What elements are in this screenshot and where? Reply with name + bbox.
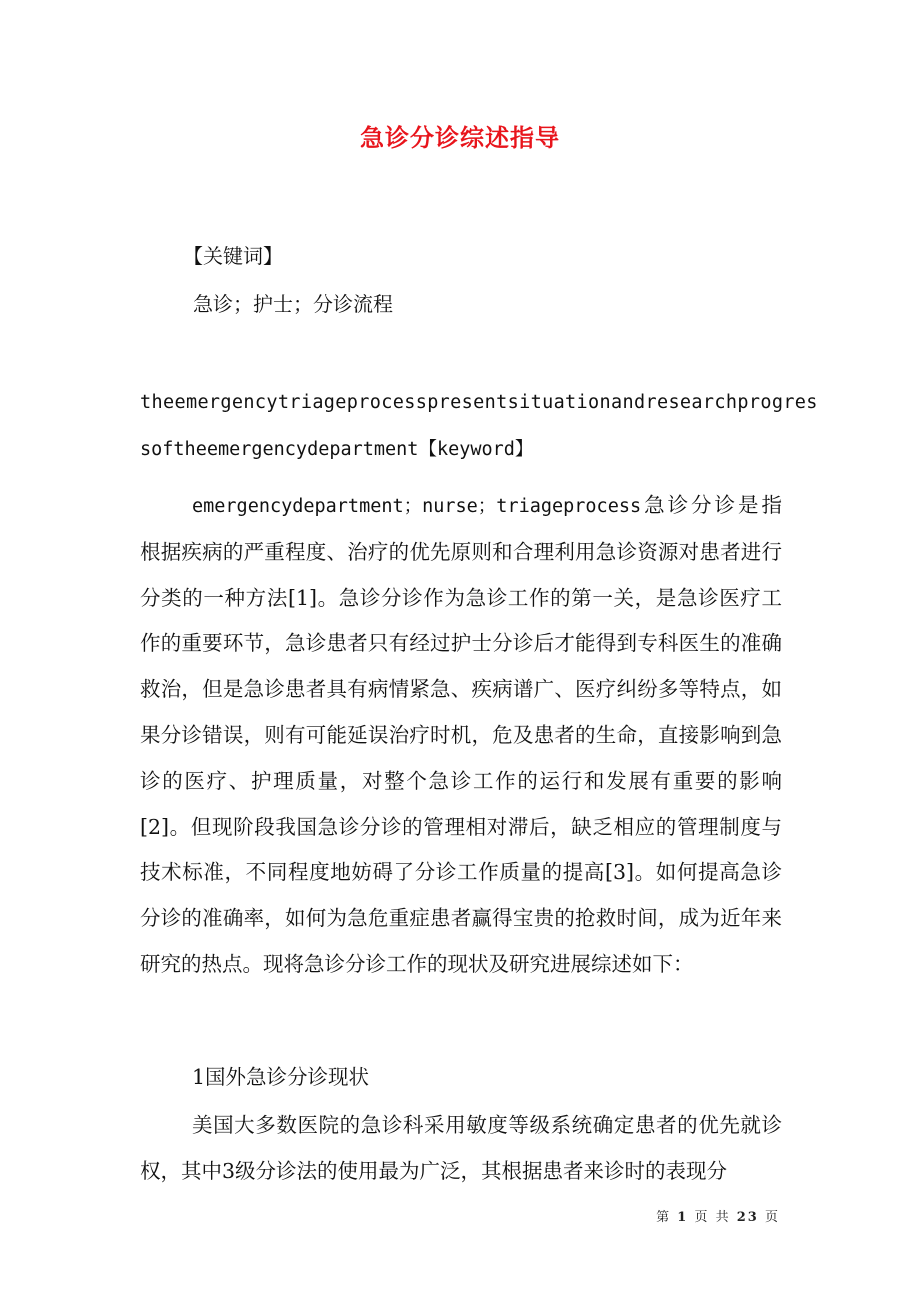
- page-footer: [656, 1206, 780, 1225]
- keywords-heading: 【关键词】: [183, 244, 283, 268]
- english-keywords: emergencydepartment；nurse；triageprocess: [192, 496, 642, 517]
- english-title-line-2: softheemergencydepartment【keyword】: [140, 439, 534, 460]
- paragraph-1-text: 急诊分诊是指根据疾病的严重程度、治疗的优先原则和合理利用急诊资源对患者进行分类的一种方法[1]。急诊分诊作为急诊工作的第一关，是急诊医疗工作的重要环节，急诊患者只有经过护士分诊后才能得到专科医生的准确救治，但是急诊患者具有病情紧急、疾病谱广、医疗纠纷多等特点，如果分诊错误，则有可能延误治疗时机，危及患者的生命，直接影响到急诊的医疗、护理质量，对整个急诊工作的运行和发展有重要的影响[2]。但现阶段我国急诊分诊的管理相对滞后，缺乏相应的管理制度与技术标准，不同程度地妨碍了分诊工作质量的提高[3]。如何提高急诊分诊的准确率，如何为急危重症患者赢得宝贵的抢救时间，成为近年来研究的热点。现将急诊分诊工作的现状及研究进展综述如下：: [140, 493, 782, 976]
- document-title: 急诊分诊综述指导: [360, 123, 560, 152]
- footer-middle: 页 共: [694, 1210, 731, 1225]
- footer-prefix: 第: [656, 1210, 672, 1225]
- footer-suffix: 页: [764, 1210, 780, 1225]
- footer-page-number: 1: [677, 1210, 689, 1225]
- keywords-text: 急诊；护士；分诊流程: [193, 292, 393, 316]
- section-heading-1: 1国外急诊分诊现状: [192, 1065, 370, 1089]
- footer-total-pages: 23: [736, 1210, 759, 1225]
- body-paragraph-2: 美国大多数医院的急诊科采用敏度等级系统确定患者的优先就诊权，其中3级分诊法的使用最为广泛，其根据患者来诊时的表现分: [140, 1113, 782, 1183]
- english-title-line-1: theemergencytriageprocesspresentsituationandresearchprogres: [140, 392, 818, 413]
- body-paragraph-1: [140, 483, 782, 988]
